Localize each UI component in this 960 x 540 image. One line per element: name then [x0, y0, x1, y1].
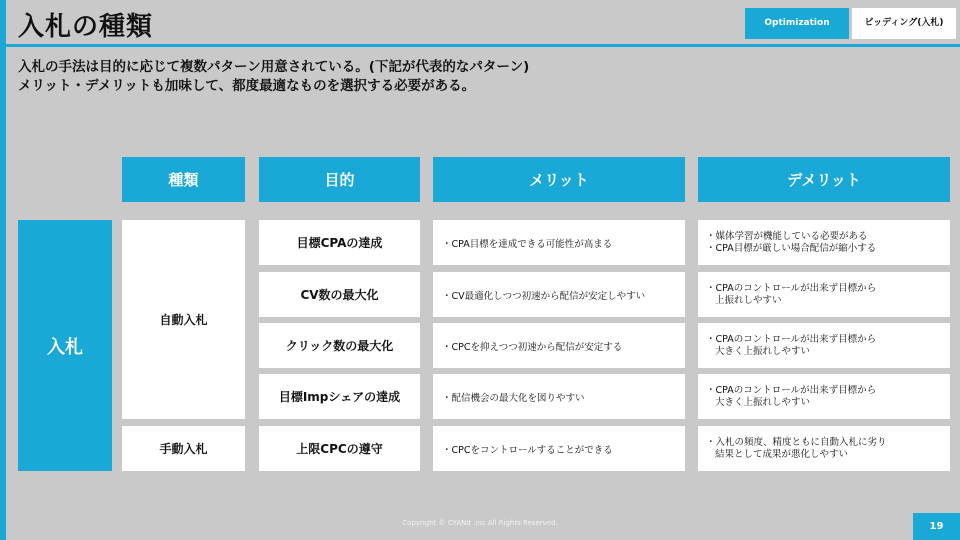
- page-number: 19: [913, 513, 960, 540]
- page-title: 入札の種類: [18, 12, 154, 42]
- table-row-merit: ・CPA目標を達成できる可能性が高まる: [433, 220, 685, 265]
- demerit-line: ・媒体学習が機能している必要がある: [706, 230, 868, 242]
- table-row-purpose: 目標CPAの達成: [259, 220, 420, 265]
- demerit-line: 大きく上振れしやすい: [706, 345, 811, 357]
- demerit-line: ・CPA目標が厳しい場合配信が縮小する: [706, 242, 877, 254]
- header-type: 種類: [122, 157, 245, 202]
- demerit-line: ・入札の頻度、精度ともに自動入札に劣り: [706, 436, 887, 448]
- table-row-demerit: [698, 272, 950, 317]
- table-row-purpose: 上限CPCの遵守: [259, 426, 420, 471]
- header-divider: [0, 44, 960, 47]
- demerit-line: 上振れしやすい: [706, 294, 782, 306]
- table-row-demerit: [698, 220, 950, 265]
- group-manual-label: 手動入札: [159, 442, 208, 456]
- table-row-demerit: [698, 323, 950, 368]
- table-row-purpose: 目標Impシェアの達成: [259, 374, 420, 419]
- copyright-footer: Copyright © CYANd .inc All Rights Reserved.: [402, 519, 558, 527]
- table-row-merit: ・CV最適化しつつ初速から配信が安定しやすい: [433, 272, 685, 317]
- table-row-merit: ・配信機会の最大化を図りやすい: [433, 374, 685, 419]
- group-auto-label: 自動入札: [159, 313, 208, 327]
- table-row-purpose: クリック数の最大化: [259, 323, 420, 368]
- tag-optimization: Optimization: [745, 8, 849, 39]
- tag-bidding: ビッディング(入札): [852, 8, 956, 39]
- demerit-line: ・CPAのコントロールが出来ず目標から: [706, 333, 877, 345]
- header-merit: メリット: [433, 157, 685, 202]
- lead-text: [18, 58, 529, 96]
- demerit-line: ・CPAのコントロールが出来ず目標から: [706, 282, 877, 294]
- left-accent-bar: [0, 0, 6, 540]
- header-demerit: デメリット: [698, 157, 950, 202]
- table-row-merit: ・CPCをコントロールすることができる: [433, 426, 685, 471]
- demerit-line: ・CPAのコントロールが出来ず目標から: [706, 384, 877, 396]
- group-manual-bidding: [122, 426, 245, 471]
- category-bidding: 入札: [18, 220, 112, 471]
- table-row-purpose: CV数の最大化: [259, 272, 420, 317]
- table-row-demerit: [698, 374, 950, 419]
- header-purpose: 目的: [259, 157, 420, 202]
- lead-line-1: 入札の手法は目的に応じて複数パターン用意されている。(下記が代表的なパターン): [18, 59, 530, 75]
- demerit-line: 大きく上振れしやすい: [706, 396, 811, 408]
- demerit-line: 結果として成果が悪化しやすい: [706, 448, 849, 460]
- lead-line-2: メリット・デメリットも加味して、都度最適なものを選択する必要がある。: [18, 78, 476, 94]
- table-row-merit: ・CPCを抑えつつ初速から配信が安定する: [433, 323, 685, 368]
- table-row-demerit: [698, 426, 950, 471]
- group-auto-bidding: [122, 220, 245, 419]
